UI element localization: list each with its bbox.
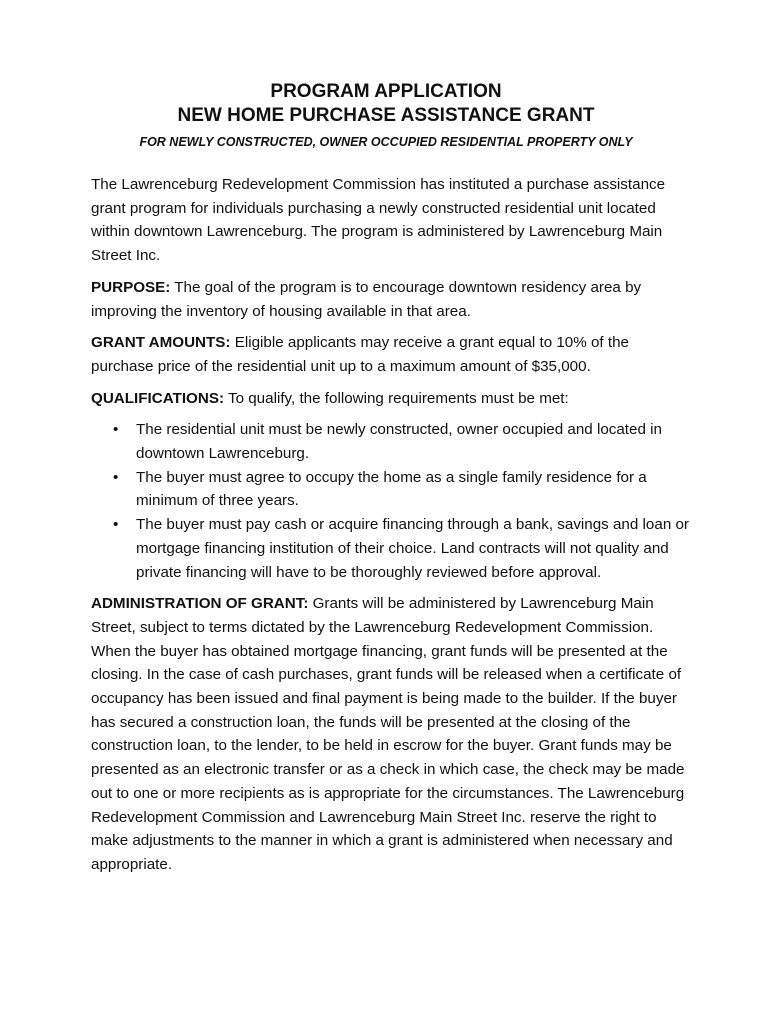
purpose-label: PURPOSE: [91,278,171,296]
grant-amounts-text: Eligible applicants may receive a grant equal to 10% of the purchase price of the residential unit up to a maximum amount of $35,000. [91,334,629,375]
list-item-text: The buyer must pay cash or acquire financing through a bank, savings and loan or mortgage financing institution of their choice. Land contracts will not quality and private financing will have to be thoroughly reviewed before approval. [136,516,689,581]
bullet-icon: • [113,468,119,486]
bullet-icon: • [113,516,119,534]
grant-amounts-label: GRANT AMOUNTS: [91,334,231,352]
administration-label: ADMINISTRATION OF GRANT: [91,595,309,613]
qualifications-paragraph [91,387,691,411]
document-title-secondary: NEW HOME PURCHASE ASSISTANCE GRANT [177,105,595,126]
list-item-text: The buyer must agree to occupy the home as a single family residence for a minimum of three years. [136,468,647,510]
document-page [91,80,691,885]
qualifications-list [91,418,691,584]
qualifications-label: QUALIFICATIONS: [91,389,225,407]
grant-amounts-paragraph [91,331,691,378]
administration-text: Grants will be administered by Lawrenceburg Main Street, subject to terms dictated by the Lawrenceburg Redevelopment Commission. When the buyer has obtained mortgage financing, grant funds will be presented at the closing. In the case of cash purchases, grant funds will be released when a certificate of occupancy has been issued and final payment is being made to the builder. If the buyer has secured a construction loan, the funds will be presented at the closing of the construction loan, to the lender, to be held in escrow for the buyer. Grant funds may be presented as an electronic transfer or as a check in which case, the check may be made out to one or more recipients as is appropriate for the circumstances. The Lawrenceburg Redevelopment Commission and Lawrenceburg Main Street Inc. reserve the right to make adjustments to the manner in which a grant is administered when necessary and appropriate. [91,595,685,873]
title-block [91,80,681,150]
list-item-text: The residential unit must be newly constructed, owner occupied and located in downtown Lawrenceburg. [136,421,662,463]
document-title: PROGRAM APPLICATION [270,81,502,102]
document-subtitle: FOR NEWLY CONSTRUCTED, OWNER OCCUPIED RESIDENTIAL PROPERTY ONLY [139,135,633,149]
purpose-text: The goal of the program is to encourage downtown residency area by improving the inventory of housing available in that area. [91,278,642,320]
bullet-icon: • [113,421,119,439]
intro-paragraph: The Lawrenceburg Redevelopment Commission has instituted a purchase assistance grant program for individuals purchasing a newly constructed residential unit located within downtown Lawrenceburg. The program is administered by Lawrenceburg Main Street Inc. [91,176,666,265]
purpose-paragraph [91,276,691,323]
list-item [91,466,691,513]
qualifications-text: To qualify, the following requirements must be met: [224,389,569,407]
administration-paragraph [91,592,691,876]
list-item [91,418,691,465]
list-item [91,513,691,584]
